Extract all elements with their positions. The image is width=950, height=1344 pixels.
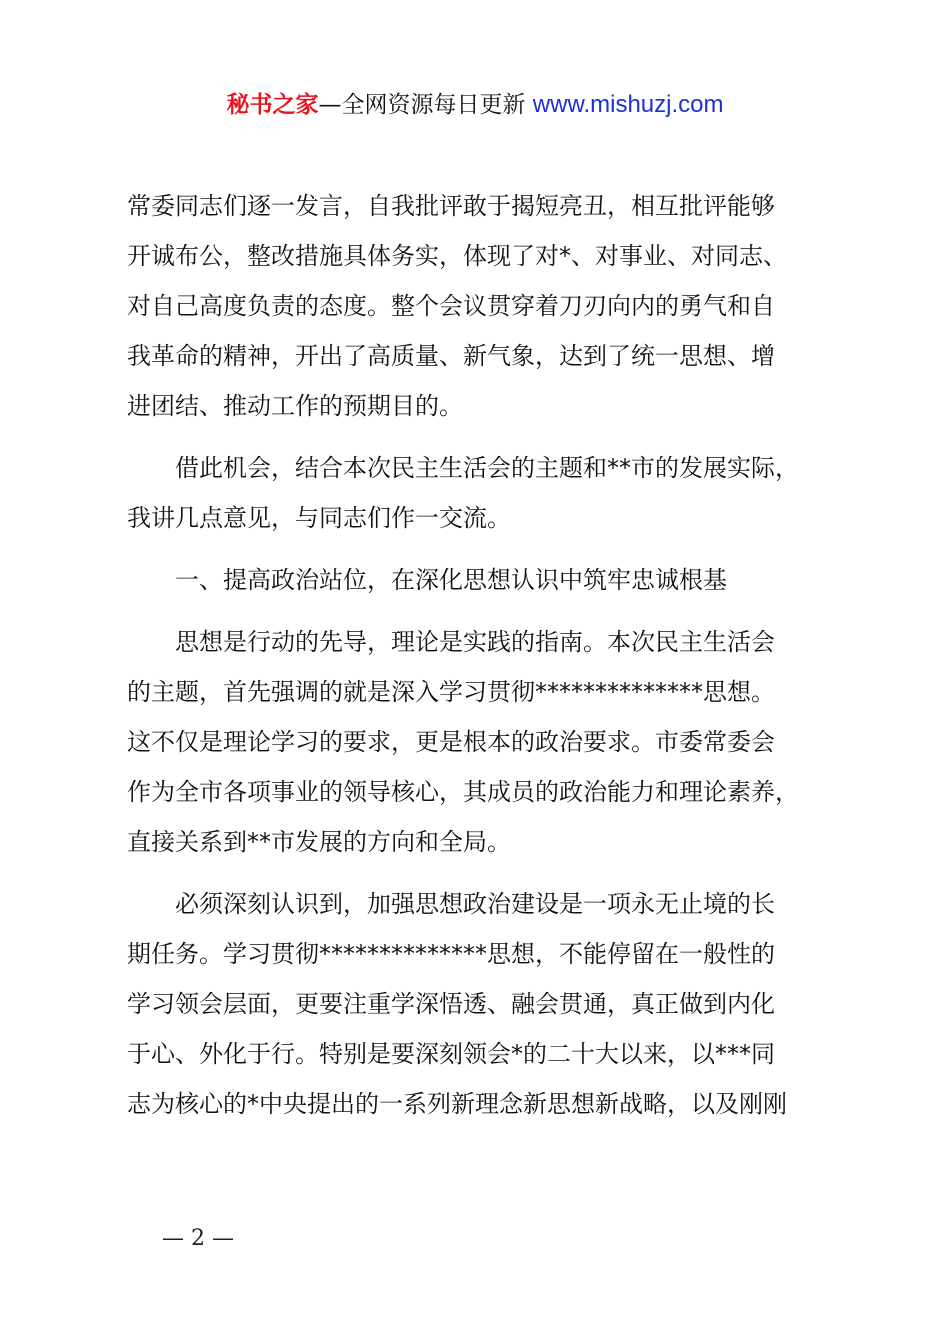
site-url-link[interactable]: www.mishuzj.com [532, 91, 724, 118]
brand-name: 秘书之家 [226, 92, 319, 118]
text-line: 进团结、推动工作的预期目的。 [127, 392, 463, 420]
text-line: 常委同志们逐一发言，自我批评敢于揭短亮丑，相互批评能够 [127, 192, 775, 220]
text-line: 的主题，首先强调的就是深入学习贯彻**************思想。 [127, 678, 775, 706]
text-line: 直接关系到**市发展的方向和全局。 [127, 828, 511, 856]
text-line: 学习领会层面，更要注重学深悟透、融会贯通，真正做到内化 [127, 990, 775, 1018]
page-number: — 2 — [162, 1226, 234, 1251]
page-header [0, 88, 950, 122]
text-line: 对自己高度负责的态度。整个会议贯穿着刀刃向内的勇气和自 [127, 292, 775, 320]
text-line: 志为核心的*中央提出的一系列新理念新思想新战略，以及刚刚 [127, 1090, 787, 1118]
text-line: 借此机会，结合本次民主生活会的主题和**市的发展实际， [175, 454, 799, 482]
paragraph-1 [127, 181, 847, 431]
paragraph-3 [127, 617, 847, 867]
text-line: 于心、外化于行。特别是要深刻领会*的二十大以来，以***同 [127, 1040, 775, 1068]
text-line: 期任务。学习贯彻**************思想，不能停留在一般性的 [127, 940, 775, 968]
paragraph-4 [127, 879, 847, 1129]
paragraph-2 [127, 443, 847, 543]
section-heading-1: 一、提高政治站位，在深化思想认识中筑牢忠诚根基 [175, 566, 727, 594]
text-line: 开诚布公，整改措施具体务实，体现了对*、对事业、对同志、 [127, 242, 787, 270]
text-line: 这不仅是理论学习的要求，更是根本的政治要求。市委常委会 [127, 728, 775, 756]
document-body [127, 181, 847, 1129]
text-line: 我革命的精神，开出了高质量、新气象，达到了统一思想、增 [127, 342, 775, 370]
text-line: 思想是行动的先导，理论是实践的指南。本次民主生活会 [175, 628, 775, 656]
text-line: 我讲几点意见，与同志们作一交流。 [127, 504, 511, 532]
text-line: 作为全市各项事业的领导核心，其成员的政治能力和理论素养， [127, 778, 799, 806]
text-line: 必须深刻认识到，加强思想政治建设是一项永无止境的长 [175, 890, 775, 918]
header-tagline: —全网资源每日更新 [318, 92, 526, 118]
